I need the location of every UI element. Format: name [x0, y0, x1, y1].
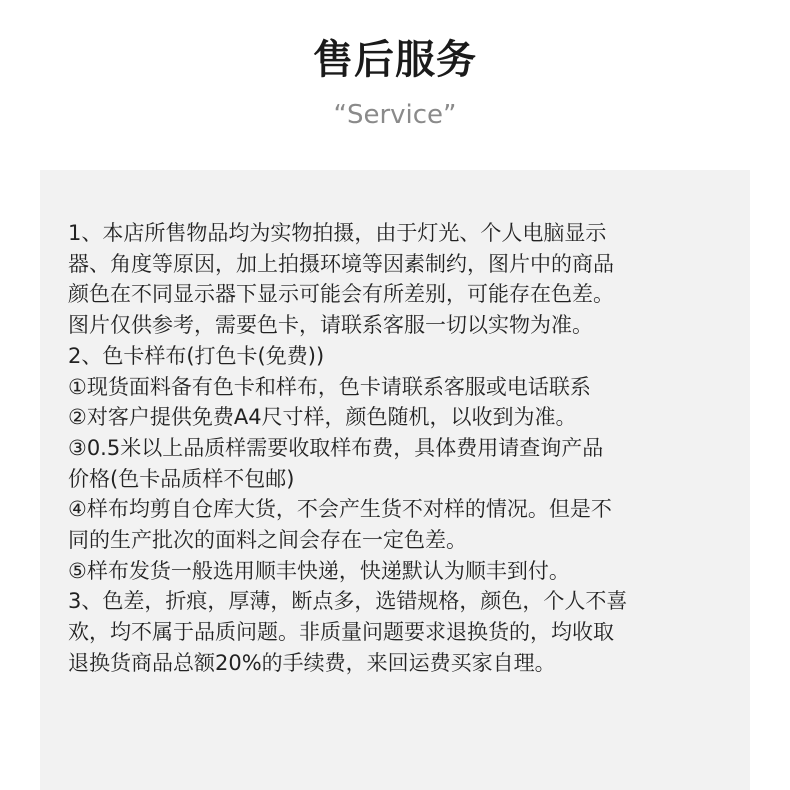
text-line: ①现货面料备有色卡和样布，色卡请联系客服或电话联系 [68, 374, 591, 399]
text-line: 退换货商品总额20%的手续费，来回运费买家自理。 [68, 650, 556, 675]
text-line: ②对客户提供免费A4尺寸样，颜色随机，以收到为准。 [68, 405, 577, 430]
text-line: 3、色差，折痕，厚薄，断点多，选错规格，颜色，个人不喜 [68, 589, 628, 614]
text-line: 价格(色卡品质样不包邮) [68, 466, 295, 491]
text-line: 图片仅供参考，需要色卡，请联系客服一切以实物为准。 [68, 313, 593, 338]
text-line: ③0.5米以上品质样需要收取样布费，具体费用请查询产品 [68, 435, 604, 460]
text-line: ④样布均剪自仓库大货，不会产生货不对样的情况。但是不 [68, 497, 612, 522]
page-subtitle: “Service” [333, 100, 457, 130]
after-sales-info-panel [40, 170, 750, 790]
text-line: 同的生产批次的面料之间会存在一定色差。 [68, 528, 467, 553]
text-line: 2、色卡样布(打色卡(免费)) [68, 343, 325, 368]
text-line: 颜色在不同显示器下显示可能会有所差别，可能存在色差。 [68, 282, 614, 307]
text-line: 器、角度等原因，加上拍摄环境等因素制约，图片中的商品 [68, 251, 614, 276]
text-line: 欢，均不属于品质问题。非质量问题要求退换货的，均收取 [68, 620, 614, 645]
text-line: 1、本店所售物品均为实物拍摄，由于灯光、个人电脑显示 [68, 221, 607, 245]
page-title: 售后服务 [313, 37, 477, 83]
after-sales-text [68, 218, 728, 679]
text-line: ⑤样布发货一般选用顺丰快递，快递默认为顺丰到付。 [68, 558, 570, 583]
